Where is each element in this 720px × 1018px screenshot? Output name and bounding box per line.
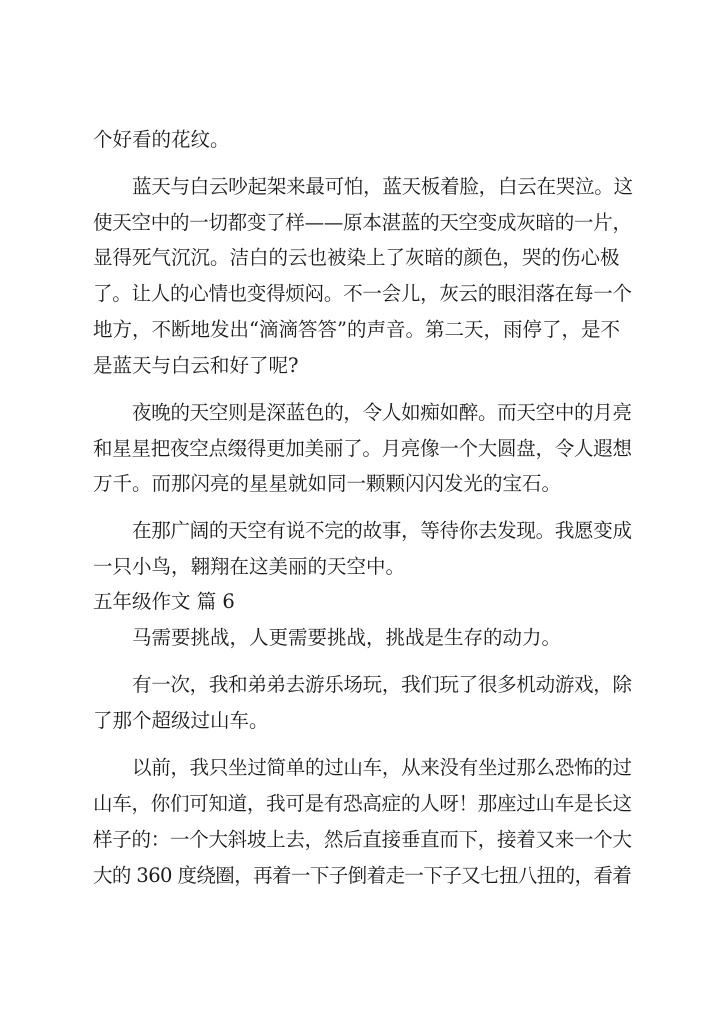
text-line-content: 一只小鸟，翱翔在这美丽的天空中。 (93, 555, 406, 578)
text-line-content: 显得死气沉沉。洁白的云也被染上了灰暗的颜色，哭的伤心极 (93, 246, 620, 269)
text-line-content: 马需要挑战，人更需要挑战，挑战是生存的动力。 (132, 626, 562, 649)
text-line-content: 个好看的花纹。 (93, 128, 230, 151)
text-line-content: 和星星把夜空点缀得更加美丽了。月亮像一个大圆盘，令人遐想 (93, 437, 632, 460)
text-line-content: 了那个超级过山车。 (93, 709, 269, 732)
text-line-content: 是蓝天与白云和好了呢? (93, 354, 299, 377)
text-line-content: 了。让人的心情也变得烦闷。不一会儿，灰云的眼泪落在每一个 (93, 282, 632, 305)
text-line-content: 样子的：一个大斜坡上去，然后直接垂直而下，接着又来一个大 (93, 828, 632, 851)
text-line-content: 山车，你们可知道，我可是有恐高症的人呀！那座过山车是长这 (93, 792, 632, 815)
text-line-content: 万千。而那闪亮的星星就如同一颗颗闪闪发光的宝石。 (93, 472, 562, 495)
text-line-content: 有一次，我和弟弟去游乐场玩，我们玩了很多机动游戏，除 (132, 673, 632, 696)
text-line-content: 在那广阔的天空有说不完的故事，等待你去发现。我愿变成 (132, 519, 632, 542)
section-heading-text: 五年级作文 篇 6 (93, 590, 235, 613)
text-line-content: 使天空中的一切都变了样——原本湛蓝的天空变成灰暗的一片， (93, 211, 632, 234)
text-line-content: 地方，不断地发出“滴滴答答”的声音。第二天，雨停了，是不 (93, 318, 620, 341)
text-line-content: 以前，我只坐过简单的过山车，从来没有坐过那么恐怖的过 (132, 756, 632, 779)
text-line-content: 大的 360 度绕圈，再着一下子倒着走一下子又七扭八扭的，看着 (93, 864, 632, 887)
text-line-content: 蓝天与白云吵起架来最可怕，蓝天板着脸，白云在哭泣。这 (132, 175, 633, 198)
text-line-content: 夜晚的天空则是深蓝色的，令人如痴如醉。而天空中的月亮 (132, 401, 632, 424)
